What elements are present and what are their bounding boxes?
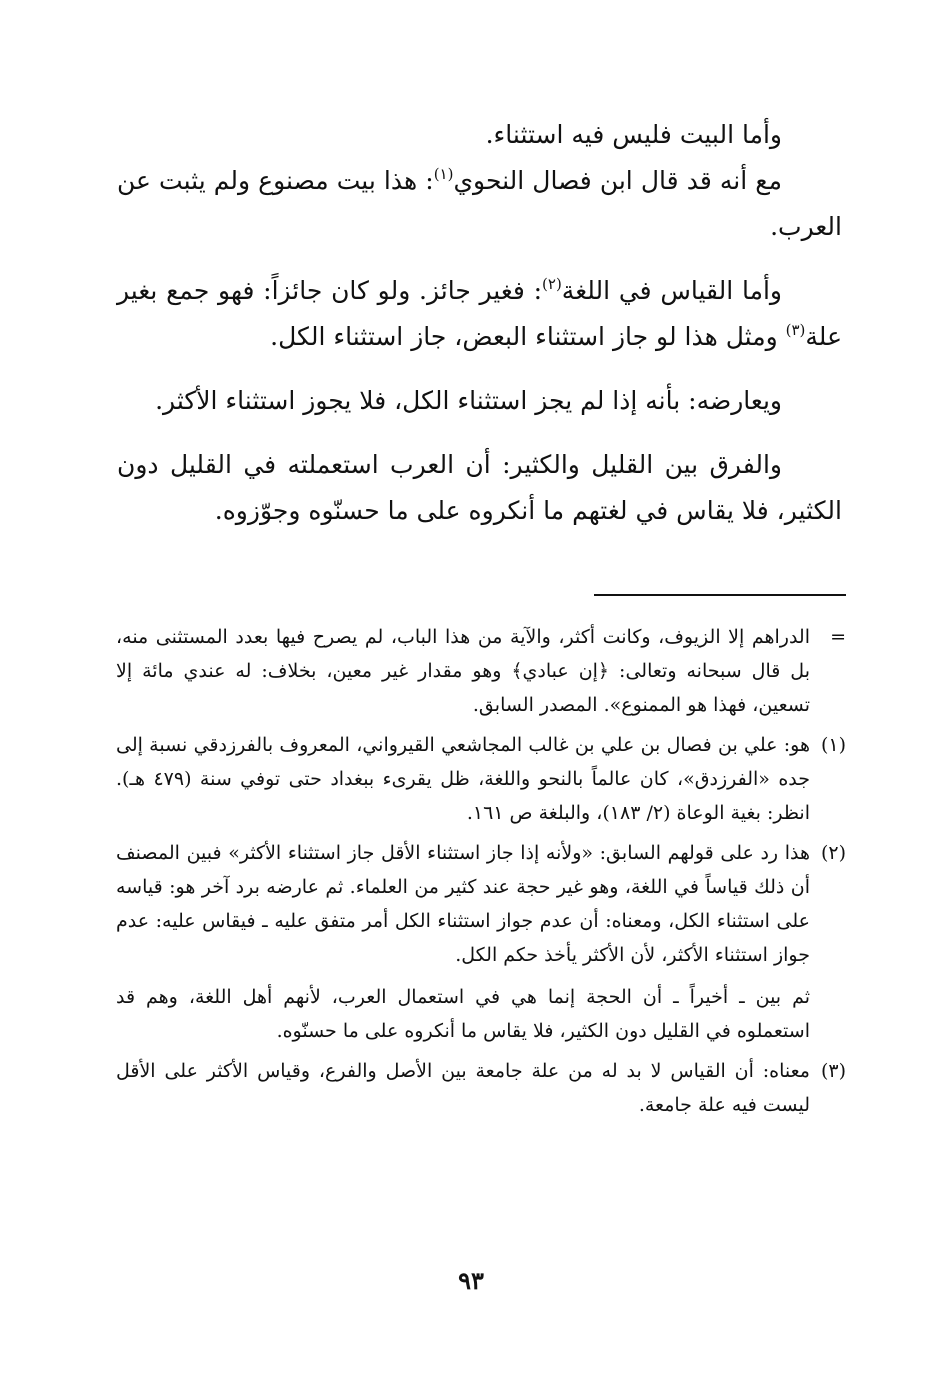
main-text	[117, 112, 842, 534]
footnote-3	[116, 1054, 846, 1122]
footnote-divider	[594, 594, 846, 596]
footnote-continuation	[116, 620, 846, 722]
footnote-ref-3: (٣)	[785, 321, 806, 339]
paragraph-2-text-a: مع أنه قد قال ابن فصال النحوي	[453, 166, 782, 195]
footnote-1-text: هو: علي بن فصال بن علي بن غالب المجاشعي القيرواني، المعروف بالفرزدقي نسبة إلى جده «الفرزدق»، كان عالماً بالنحو واللغة، ظل يقرىء ببغداد حتى توفي سنة (٤٧٩ هـ). انظر: بغية الوعاة (٢/ ١٨٣)، والبلغة ص ١٦١.	[116, 734, 810, 824]
footnotes-section	[116, 620, 846, 1128]
footnote-1	[116, 728, 846, 830]
paragraph-5: والفرق بين القليل والكثير: أن العرب استعملته في القليل دون الكثير، فلا يقاس في لغتهم ما أنكروه على ما حسنّوه وجوّزوه.	[117, 450, 842, 525]
footnote-2-number: (٢)	[820, 842, 846, 864]
paragraph-4: ويعارضه: بأنه إذا لم يجز استثناء الكل، فلا يجوز استثناء الأكثر.	[155, 386, 782, 415]
paragraph-1: وأما البيت فليس فيه استثناء.	[485, 120, 782, 149]
footnote-2-text: هذا رد على قولهم السابق: «ولأنه إذا جاز استثناء الأقل جاز استثناء الأكثر» فبين المصنف أن ذلك قياساً في اللغة، وهو غير حجة عند كثير من العلماء. ثم عارضه برد آخر هو: قياسه على استثناء الكل، ومعناه: أن عدم جواز استثناء الكل أمر متفق عليه ـ فيقاس عليه: عدم جواز استثناء الأكثر، لأن الأكثر يأخذ حكم الكل.	[116, 842, 810, 966]
paragraph-2	[117, 158, 842, 250]
footnote-2-continuation: ثم بين ـ أخيراً ـ أن الحجة إنما هي في استعمال العرب، لأنهم أهل اللغة، وهم قد استعملوه في القليل دون الكثير، فلا يقاس ما أنكروه على ما حسنّوه.	[116, 986, 810, 1042]
footnote-ref-1: (١)	[433, 165, 454, 183]
footnote-2	[116, 836, 846, 972]
footnote-1-number: (١)	[820, 734, 846, 756]
continuation-mark: =	[830, 626, 846, 648]
footnote-ref-2: (٢)	[542, 275, 562, 293]
paragraph-2-text-b: : هذا بيت مصنوع ولم يثبت عن العرب.	[117, 166, 842, 241]
paragraph-3-text-c: ومثل هذا لو جاز استثناء البعض، جاز استثناء الكل.	[270, 322, 786, 351]
paragraph-3	[117, 268, 842, 360]
footnote-3-text: معناه: أن القياس لا بد له من علة جامعة بين الأصل والفرع، وقياس الأكثر على الأقل ليست فيه علة جامعة.	[116, 1060, 810, 1116]
continuation-text: الدراهم إلا الزيوف، وكانت أكثر، والآية من هذا الباب، لم يصرح فيها بعدد المستثنى منه، بل قال سبحانه وتعالى: ﴿إن عبادي﴾ وهو مقدار غير معين، بخلاف: له عندي مائة إلا تسعين، فهذا هو الممنوع». المصدر السابق.	[116, 626, 810, 716]
page-number: ٩٣	[458, 1266, 484, 1295]
paragraph-3-text-a: وأما القياس في اللغة	[561, 276, 782, 305]
paragraph-3-text-b: : فغير جائز. ولو كان جائزاً: فهو جمع بغير علة	[117, 276, 842, 351]
footnote-3-number: (٣)	[820, 1060, 846, 1082]
